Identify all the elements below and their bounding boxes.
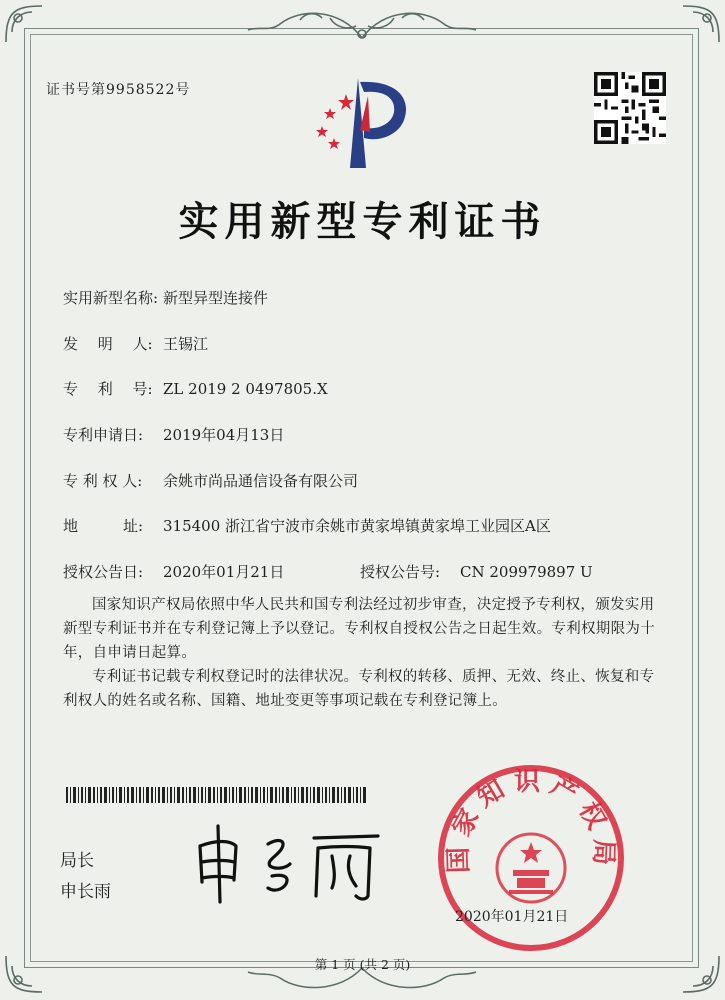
field-label: 授权公告日: (63, 563, 144, 581)
field-label: 实用新型名称: (63, 289, 159, 307)
field-patent-number (63, 378, 328, 399)
top-ornament (240, 4, 485, 44)
field-label: 专利申请日: (63, 426, 144, 444)
field-value: CN 209979897 U (460, 563, 593, 581)
corner-ornament-tl (2, 2, 52, 52)
field-value: 新型异型连接件 (163, 289, 269, 307)
page-number: 第 1 页 (共 2 页) (314, 957, 411, 972)
director-signature (186, 816, 386, 906)
field-value: 2020年01月21日 (163, 563, 285, 581)
barcode (66, 787, 366, 803)
field-label: 专 利 权 人: (63, 472, 143, 490)
director-title: 局长 (60, 851, 94, 871)
page-title: 实用新型专利证书 (178, 198, 547, 245)
paragraph-grant: 国家知识产权局依照中华人民共和国专利法经过初步审查，决定授予专利权，颁发实用新型专利证书并在专利登记簿上予以登记。专利权自授权公告之日起生效。专利权期限为十年，自申请日起算。 (63, 597, 655, 661)
field-patentee (63, 470, 358, 491)
certificate-number: 证书号第9958522号 (46, 82, 191, 98)
field-value: 余姚市尚品通信设备有限公司 (163, 472, 359, 490)
field-utility-model-name (63, 287, 268, 308)
field-label: 授权公告号: (360, 563, 441, 581)
field-value: 王锡江 (163, 335, 209, 353)
qr-code (594, 72, 666, 144)
field-application-date (63, 424, 284, 445)
seal-date: 2020年01月21日 (455, 909, 569, 925)
field-value: 315400 浙江省宁波市余姚市黄家埠镇黄家埠工业园区A区 (163, 517, 551, 535)
field-value: ZL 2019 2 0497805.X (163, 380, 328, 398)
field-label: 发 明 人: (63, 335, 153, 353)
field-grant-date (63, 561, 284, 582)
field-label: 专 利 号: (63, 380, 153, 398)
seal-text: 国家知识产权局 (443, 767, 619, 874)
field-value: 2019年04月13日 (163, 426, 285, 444)
director-name: 申长雨 (60, 882, 111, 902)
field-address (63, 515, 551, 536)
cnipa-logo (308, 70, 420, 172)
field-grant-announcement-number (360, 561, 593, 582)
corner-ornament-tr (673, 2, 723, 52)
paragraph-legal-status: 专利证书记载专利权登记时的法律状况。专利权的转移、质押、无效、终止、恢复和专利权人的姓名或名称、国籍、地址变更等事项记载在专利登记簿上。 (63, 669, 655, 709)
field-inventor (63, 333, 208, 354)
official-seal (433, 760, 629, 956)
field-label: 地 址: (63, 517, 144, 535)
